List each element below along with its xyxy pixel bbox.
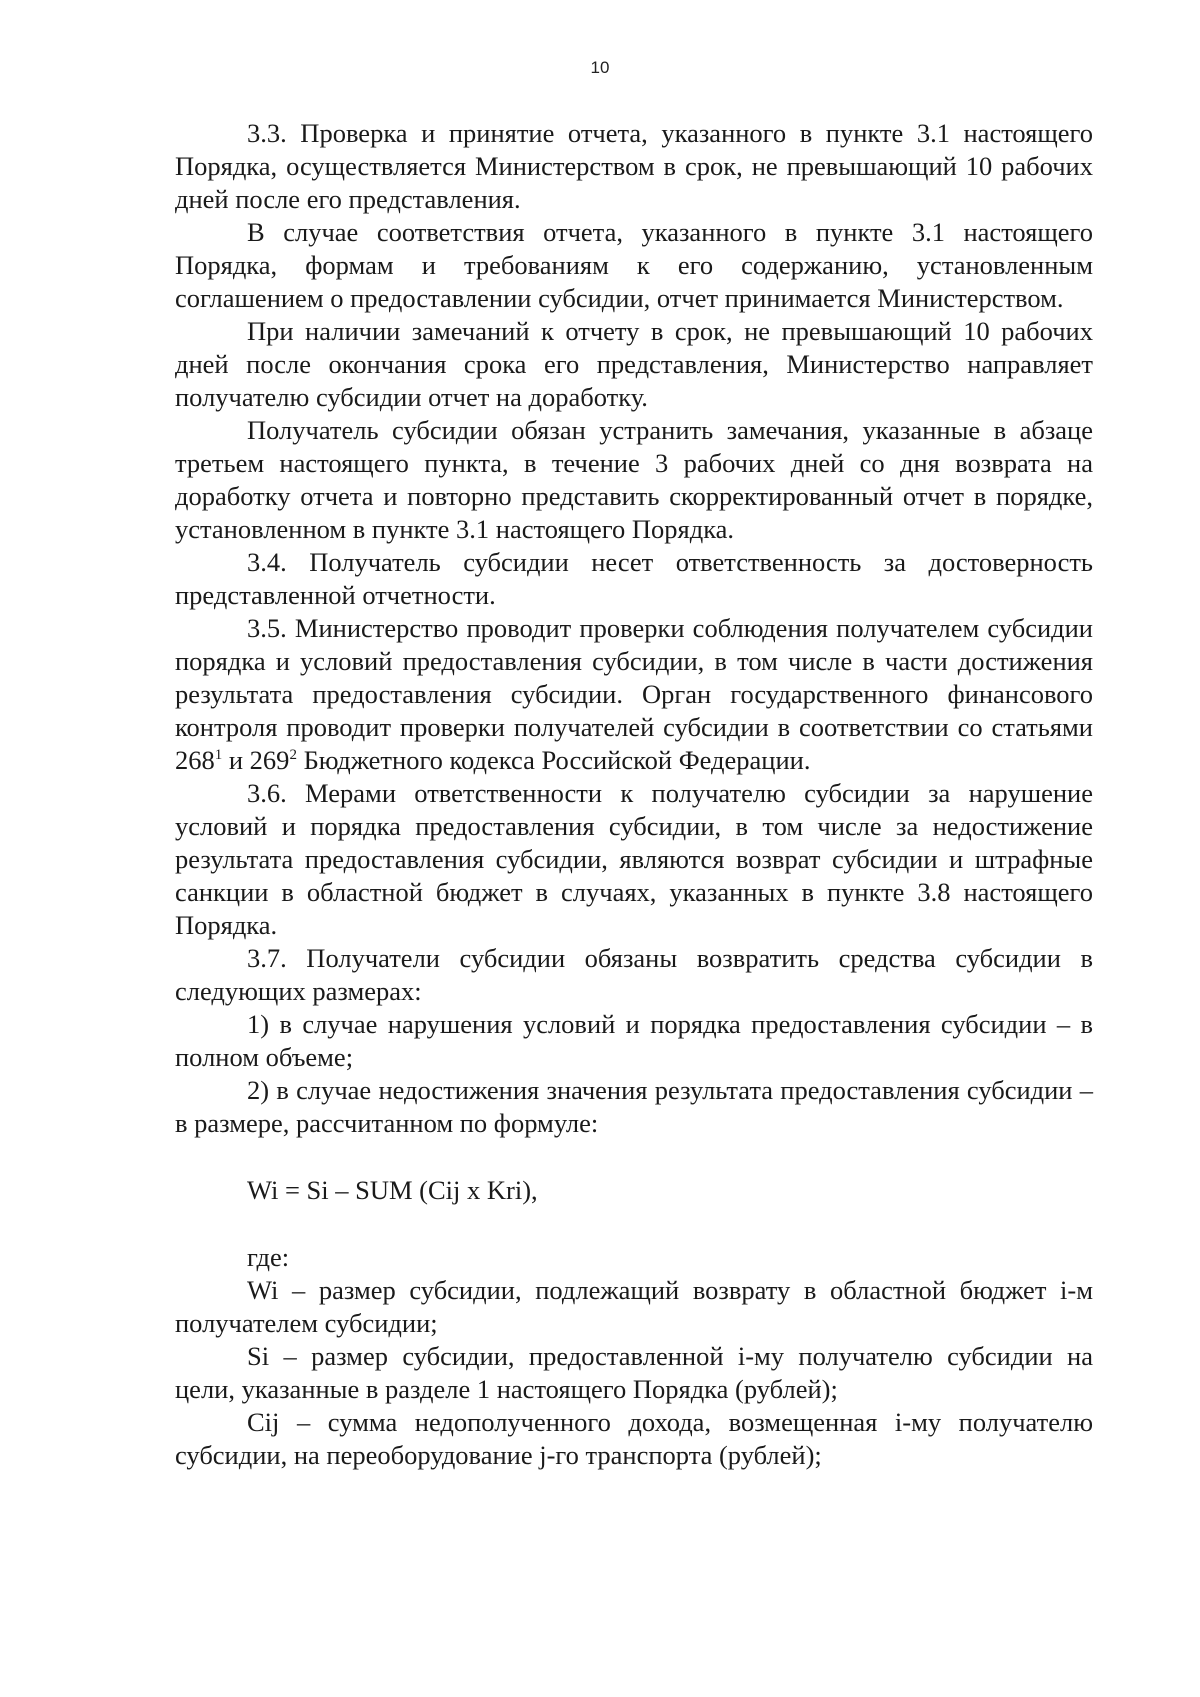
paragraph-3-7: 3.7. Получатели субсидии обязаны возвратить средства субсидии в следующих размерах:: [175, 943, 1093, 1006]
paragraph-3-5-text: 3.5. Министерство проводит проверки соблюдения получателем субсидии порядка и условий предоставления субсидии, в том числе в части достижения результата предоставления субсидии. Орган государственного финансового контроля проводит проверки получателей субсидии в соответствии со статьями 268: [175, 613, 1093, 775]
superscript-2: 2: [289, 747, 297, 764]
where-label: где:: [247, 1242, 290, 1272]
definition-cij: Cij – сумма недополученного дохода, возмещенная i-му получателю субсидии, на переоборудование j-го транспорта (рублей);: [175, 1407, 1093, 1470]
paragraph-3-5: [175, 612, 1093, 777]
paragraph-3-4: 3.4. Получатель субсидии несет ответственность за достоверность представленной отчетности.: [175, 547, 1093, 610]
paragraph-3-6: 3.6. Мерами ответственности к получателю субсидии за нарушение условий и порядка предоставления субсидии, в том числе за недостижение результата предоставления субсидии, являются возврат субсидии и штрафные санкции в областной бюджет в случаях, указанных в пункте 3.8 настоящего Порядка.: [175, 778, 1093, 940]
paragraph-report-accepted: В случае соответствия отчета, указанного в пункте 3.1 настоящего Порядка, формам и требованиям к его содержанию, установленным соглашением о предоставлении субсидии, отчет принимается Министерством.: [175, 217, 1093, 313]
paragraph-3-5-end: Бюджетного кодекса Российской Федерации.: [296, 745, 811, 775]
paragraph-3-5-middle: и 269: [222, 745, 290, 775]
paragraph-3-3: 3.3. Проверка и принятие отчета, указанного в пункте 3.1 настоящего Порядка, осуществляется Министерством в срок, не превышающий 10 рабочих дней после его представления.: [175, 118, 1093, 214]
paragraph-remarks-fix: Получатель субсидии обязан устранить замечания, указанные в абзаце третьем настоящего пункта, в течение 3 рабочих дней со дня возврата на доработку отчета и повторно представить скорректированный отчет в порядке, установленном в пункте 3.1 настоящего Порядка.: [175, 415, 1093, 544]
formula: Wi = Si – SUM (Cij x Kri),: [247, 1175, 538, 1205]
list-item-1: 1) в случае нарушения условий и порядка предоставления субсидии – в полном объеме;: [175, 1009, 1093, 1072]
page-number: 10: [590, 58, 610, 77]
definition-wi: Wi – размер субсидии, подлежащий возврату в областной бюджет i-м получателем субсидии;: [175, 1275, 1093, 1338]
superscript-1: 1: [214, 747, 223, 764]
list-item-2: 2) в случае недостижения значения результата предоставления субсидии – в размере, рассчитанном по формуле:: [175, 1075, 1093, 1138]
document-body: [175, 117, 1093, 1472]
paragraph-report-remarks: При наличии замечаний к отчету в срок, не превышающий 10 рабочих дней после окончания срока его представления, Министерство направляет получателю субсидии отчет на доработку.: [175, 316, 1093, 412]
definition-si: Si – размер субсидии, предоставленной i-му получателю субсидии на цели, указанные в разделе 1 настоящего Порядка (рублей);: [175, 1341, 1093, 1404]
